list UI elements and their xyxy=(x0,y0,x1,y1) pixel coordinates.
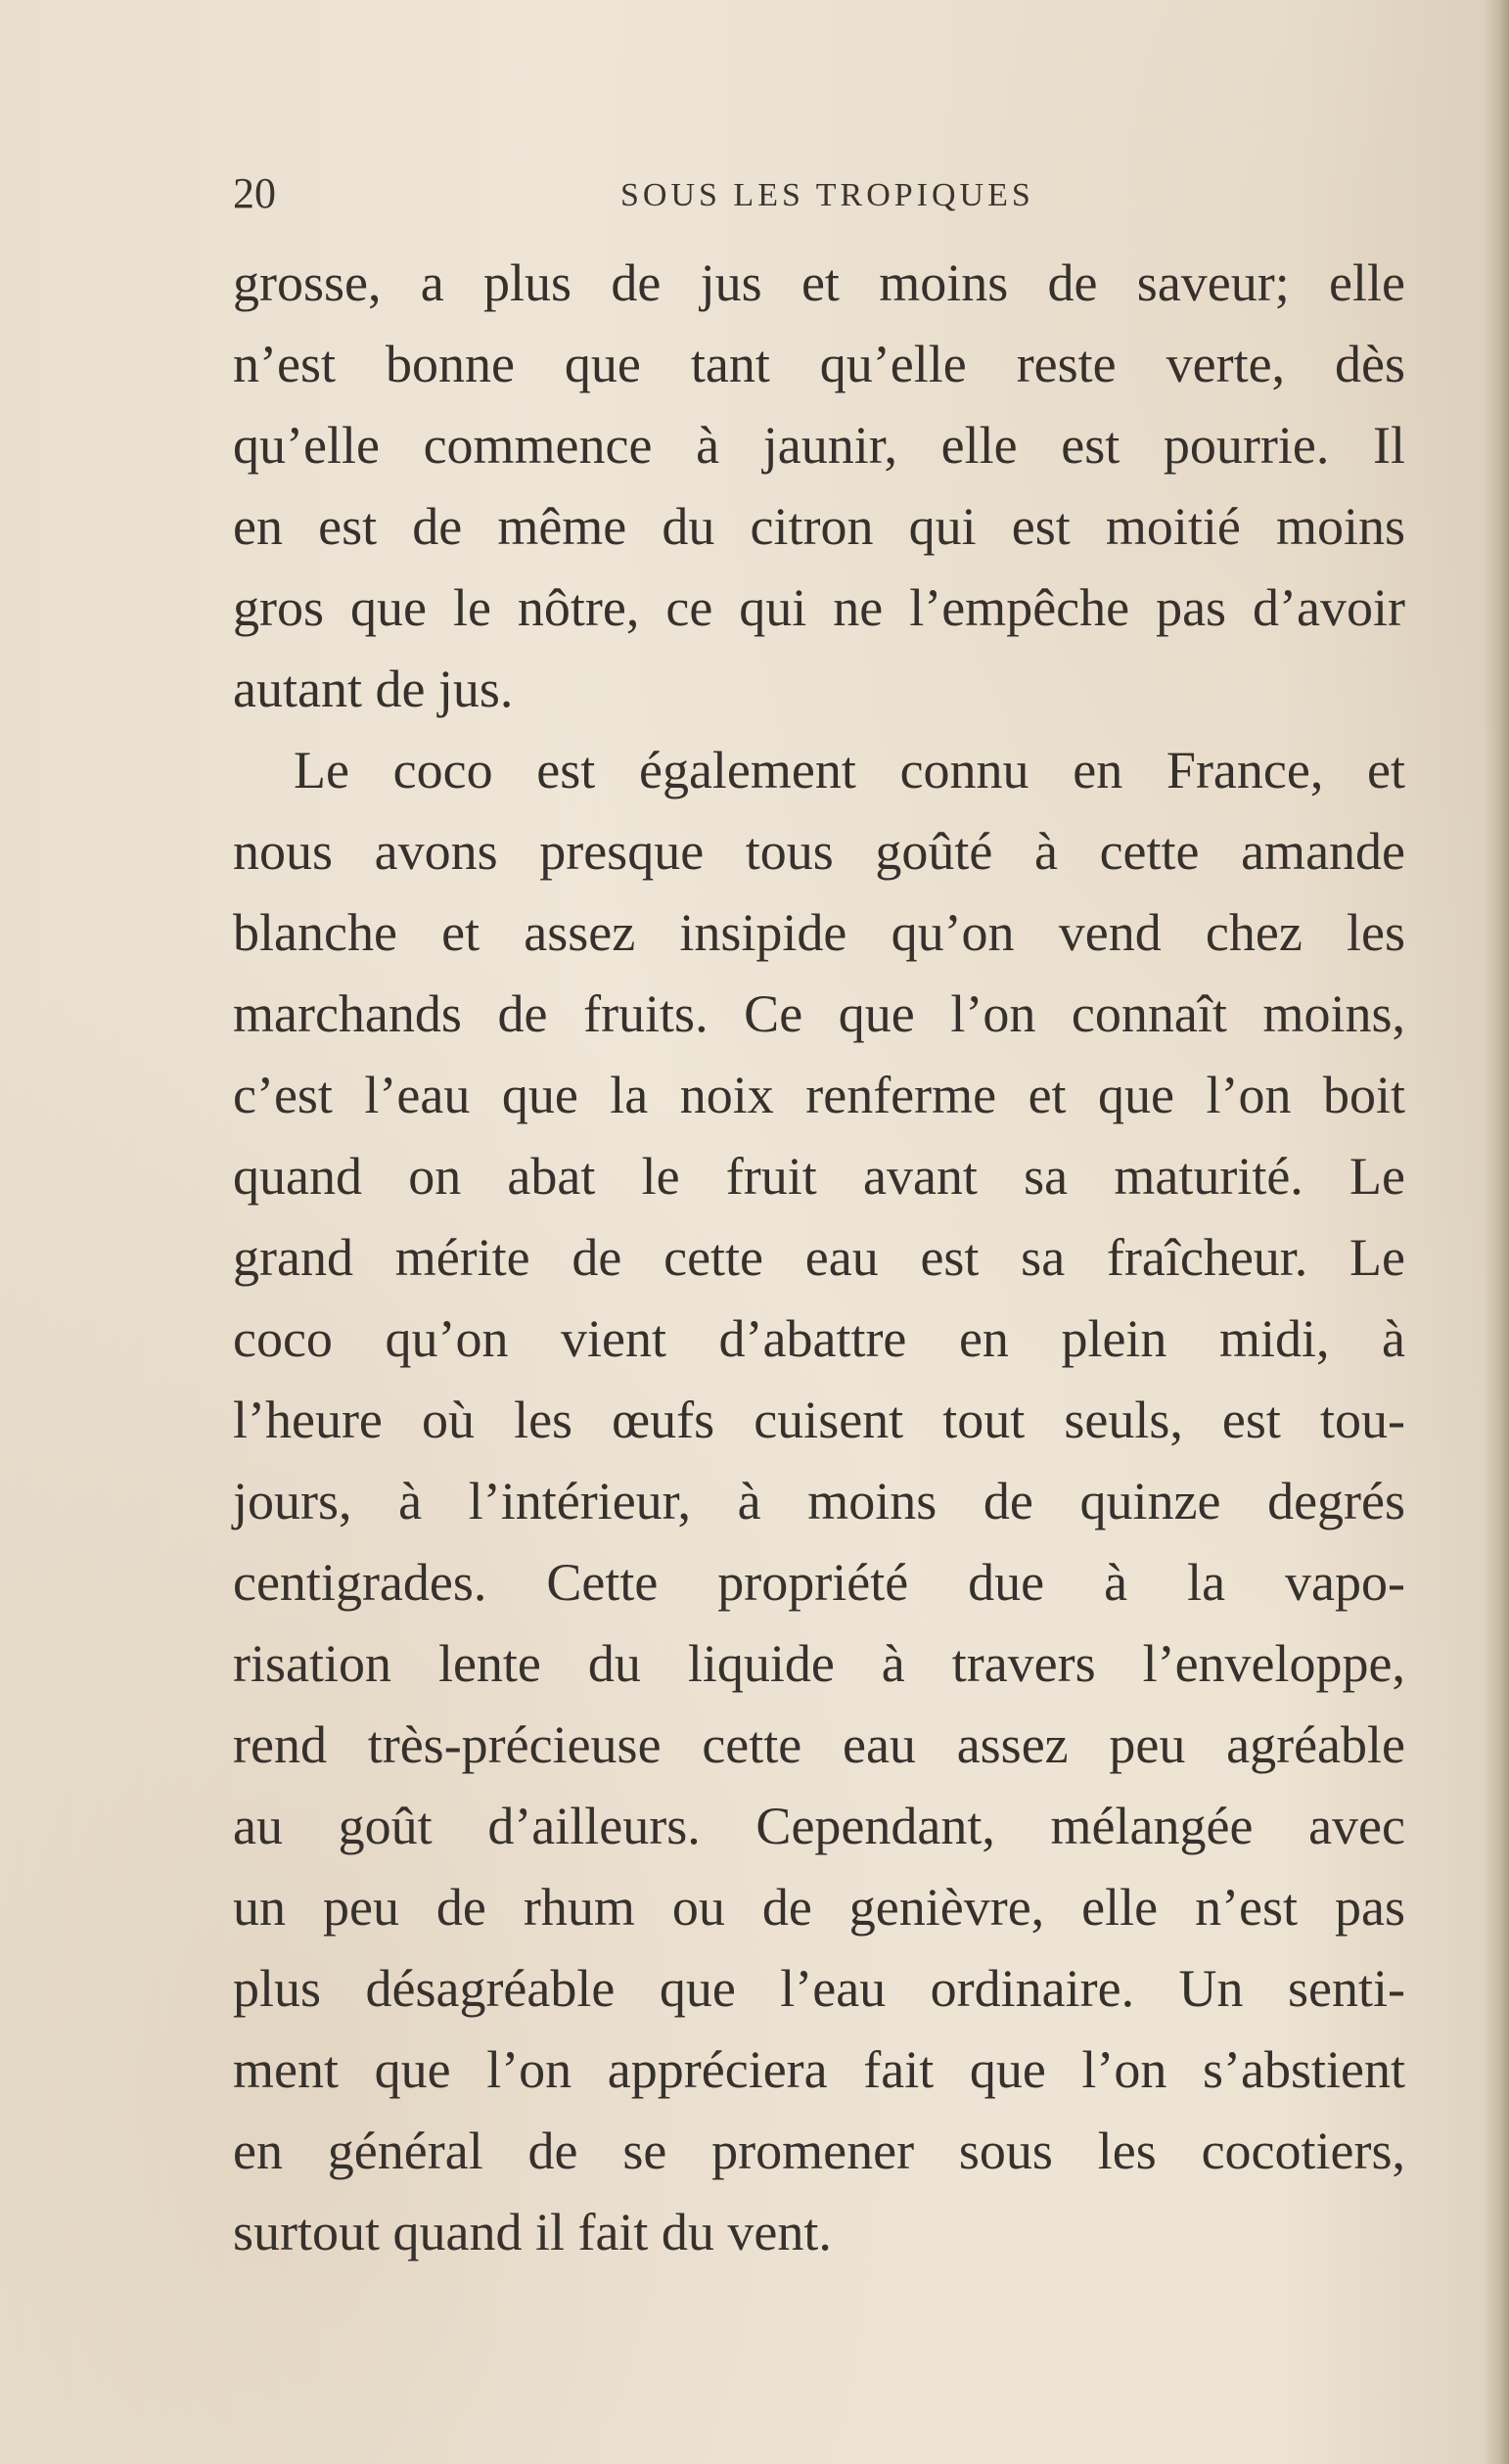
paragraph-2 xyxy=(233,730,1405,2273)
text-line: blanche et assez insipide qu’on vend chez les xyxy=(233,903,1405,962)
text-line: nous avons presque tous goûté à cette amande xyxy=(233,822,1405,881)
running-title: SOUS LES TROPIQUES xyxy=(620,177,1034,213)
text-line: coco qu’on vient d’abattre en plein midi, à xyxy=(233,1309,1405,1368)
text-line: autant de jus. xyxy=(233,660,514,718)
text-line: en est de même du citron qui est moitié moins xyxy=(233,497,1405,556)
text-line: c’est l’eau que la noix renferme et que l’on boit xyxy=(233,1066,1405,1124)
page-number: 20 xyxy=(233,169,276,217)
page-edge-shadow xyxy=(1484,0,1509,2464)
body-text xyxy=(233,243,1405,2273)
text-line: un peu de rhum ou de genièvre, elle n’est pas xyxy=(233,1878,1405,1937)
text-line: n’est bonne que tant qu’elle reste verte, dès xyxy=(233,335,1405,393)
text-line: jours, à l’intérieur, à moins de quinze degrés xyxy=(233,1472,1405,1530)
text-line: l’heure où les œufs cuisent tout seuls, est tou- xyxy=(233,1391,1405,1449)
text-line: rend très-précieuse cette eau assez peu agréable xyxy=(233,1715,1405,1774)
text-line: marchands de fruits. Ce que l’on connaît moins, xyxy=(233,984,1405,1043)
text-line: qu’elle commence à jaunir, elle est pourrie. Il xyxy=(233,416,1405,475)
paragraph-1 xyxy=(233,243,1405,730)
text-line: en général de se promener sous les cocotiers, xyxy=(233,2122,1405,2180)
text-line: au goût d’ailleurs. Cependant, mélangée avec xyxy=(233,1797,1405,1855)
text-line: plus désagréable que l’eau ordinaire. Un senti- xyxy=(233,1959,1405,2018)
text-line: quand on abat le fruit avant sa maturité. Le xyxy=(233,1147,1405,1206)
text-line: surtout quand il fait du vent. xyxy=(233,2203,832,2261)
text-line: grosse, a plus de jus et moins de saveur; elle xyxy=(233,253,1405,312)
text-line: Le coco est également connu en France, et xyxy=(294,741,1405,799)
text-line: risation lente du liquide à travers l’enveloppe, xyxy=(233,1634,1405,1693)
text-line: gros que le nôtre, ce qui ne l’empêche pas d’avoir xyxy=(233,578,1405,637)
page-header xyxy=(233,164,1407,223)
text-line: grand mérite de cette eau est sa fraîcheur. Le xyxy=(233,1228,1405,1287)
text-line: ment que l’on appréciera fait que l’on s’abstient xyxy=(233,2040,1405,2099)
text-line: centigrades. Cette propriété due à la vapo- xyxy=(233,1553,1405,1612)
